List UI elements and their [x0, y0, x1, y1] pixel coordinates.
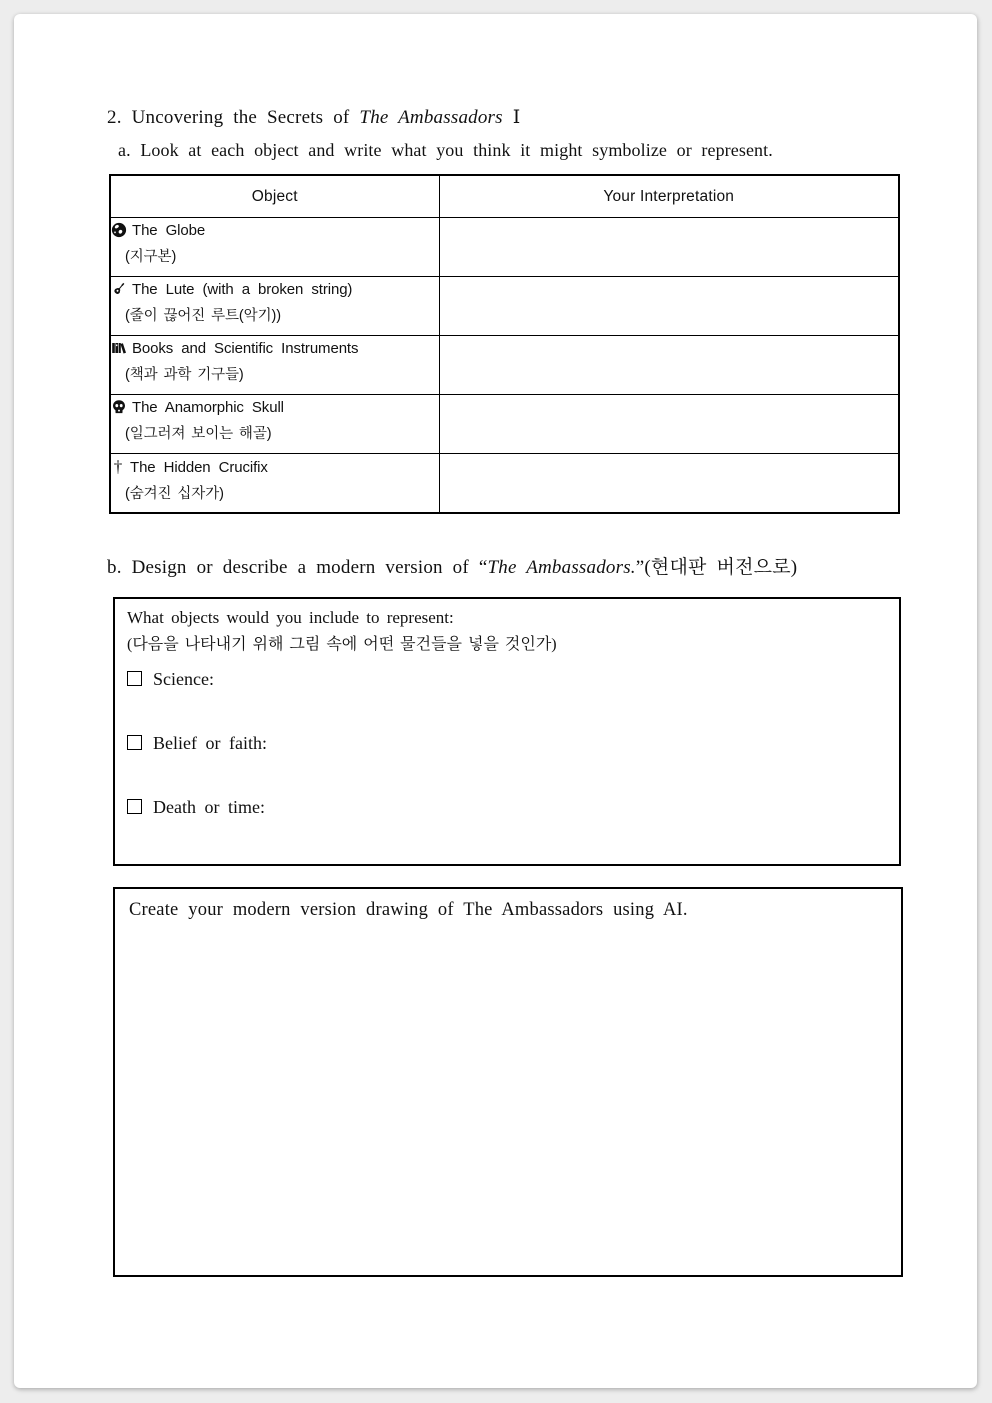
interpretation-cell[interactable]	[439, 454, 899, 514]
table-header-row	[110, 175, 899, 218]
object-name-korean: (숨겨진 십자가)	[125, 486, 224, 502]
design-item-label: Death or time:	[153, 797, 265, 817]
column-header-interpretation: Your Interpretation	[439, 175, 899, 218]
skull-icon	[111, 398, 127, 414]
design-item-belief	[127, 732, 887, 754]
section-title-text: Uncovering the Secrets of	[131, 107, 350, 128]
object-name-korean: (지구본)	[125, 249, 177, 265]
part-a-instruction	[118, 140, 773, 161]
part-b-quoted-title: “The Ambassadors.”	[478, 557, 645, 578]
part-b-label: b.	[107, 557, 122, 578]
table-row	[110, 454, 899, 514]
object-name-korean: (책과 과학 기구들)	[125, 367, 244, 383]
part-a-text: Look at each object and write what you think it might symbolize or represent.	[140, 140, 773, 160]
design-item-label: Science:	[153, 669, 214, 689]
part-b-korean: (현대판 버전으로)	[644, 557, 798, 578]
design-item-label: Belief or faith:	[153, 733, 267, 753]
object-name: Books and Scientific Instruments	[132, 340, 359, 357]
table-row	[110, 395, 899, 454]
death-checkbox[interactable]	[127, 799, 142, 814]
interpretation-cell[interactable]	[439, 336, 899, 395]
object-name-korean: (일그러져 보이는 해골)	[125, 426, 272, 442]
design-item-death	[127, 796, 887, 818]
object-name: The Lute (with a broken string)	[132, 281, 353, 298]
worksheet-page	[14, 14, 977, 1388]
section-title	[107, 106, 520, 129]
design-item-science	[127, 668, 887, 690]
section-number: 2.	[107, 107, 122, 128]
object-cell-crucifix	[110, 454, 439, 514]
design-prompt-korean: (다음을 나타내기 위해 그림 속에 어떤 물건들을 넣을 것인가)	[127, 636, 557, 653]
books-icon	[111, 339, 127, 355]
part-b-instruction	[107, 552, 797, 579]
object-cell-books	[110, 336, 439, 395]
ai-box-prompt: Create your modern version drawing of The Ambassadors using AI.	[129, 900, 688, 920]
column-header-object: Object	[110, 175, 439, 218]
belief-checkbox[interactable]	[127, 735, 142, 750]
interpretation-cell[interactable]	[439, 395, 899, 454]
globe-icon	[111, 221, 127, 237]
design-prompt-en: What objects would you include to represent:	[127, 608, 454, 627]
objects-table	[109, 174, 900, 514]
object-cell-skull	[110, 395, 439, 454]
design-answer-box[interactable]	[113, 597, 901, 866]
table-row	[110, 336, 899, 395]
object-name-korean: (줄이 끊어진 루트(악기))	[125, 308, 281, 324]
table-row	[110, 218, 899, 277]
table-row	[110, 277, 899, 336]
interpretation-cell[interactable]	[439, 277, 899, 336]
ai-drawing-box[interactable]	[113, 887, 903, 1277]
interpretation-cell[interactable]	[439, 218, 899, 277]
section-title-numeral: Ⅰ	[512, 107, 521, 128]
object-cell-globe	[110, 218, 439, 277]
object-name: The Anamorphic Skull	[132, 399, 284, 416]
object-cell-lute	[110, 277, 439, 336]
object-name: The Hidden Crucifix	[130, 459, 268, 476]
part-a-label: a.	[118, 140, 131, 160]
crucifix-icon: †	[113, 457, 123, 476]
part-b-text: Design or describe a modern version of	[131, 557, 469, 578]
lute-icon	[111, 280, 127, 296]
section-title-artwork: The Ambassadors	[359, 107, 503, 128]
object-name: The Globe	[132, 222, 206, 239]
science-checkbox[interactable]	[127, 671, 142, 686]
